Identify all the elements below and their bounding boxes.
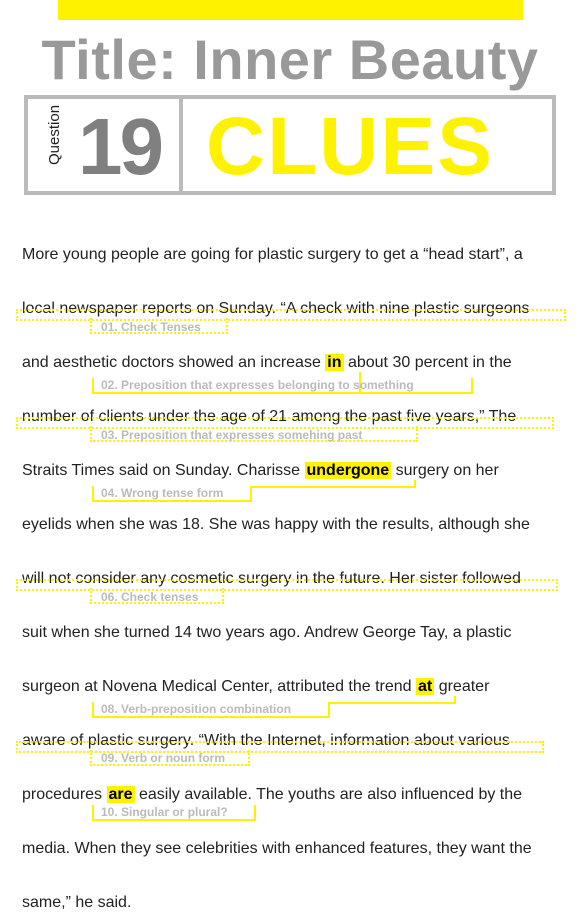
highlighted-word: in	[327, 354, 342, 371]
clue-6-label: 06. Check tenses	[101, 590, 199, 604]
passage-line: will not consider any cosmetic surgery in the future. Her sister followed	[22, 570, 521, 587]
clue-10-label: 10. Singular or plural?	[101, 805, 228, 819]
passage-line: surgeon at Novena Medical Center, attributed the trend at greater	[22, 678, 490, 695]
clue-2-label: 02. Preposition that expresses belonging to something	[101, 378, 414, 392]
clue-4-connector	[250, 480, 416, 488]
passage-line: aware of plastic surgery. “With the Internet, information about various	[22, 732, 510, 749]
highlighted-word: at	[418, 678, 433, 695]
question-label: Question	[46, 104, 63, 165]
passage-line: same,” he said.	[22, 894, 132, 911]
question-number: 19	[78, 102, 161, 191]
clue-8-connector	[328, 696, 456, 704]
passage-line: More young people are going for plastic surgery to get a “head start”, a	[22, 246, 523, 263]
clue-8-label: 08. Verb-preposition combination	[101, 702, 292, 716]
clue-1-label: 01. Check Tenses	[101, 320, 201, 334]
passage-line: and aesthetic doctors showed an increase in about 30 percent in the	[22, 354, 512, 371]
clue-3-label: 03. Preposition that expresses somehing past	[101, 428, 363, 442]
passage-line: eyelids when she was 18. She was happy with the results, although she	[22, 516, 530, 533]
passage-line: media. When they see celebrities with enhanced features, they want the	[22, 840, 532, 857]
header-divider	[179, 99, 183, 191]
passage-line: Straits Times said on Sunday. Charisse undergone surgery on her	[22, 462, 499, 479]
passage-line: suit when she turned 14 two years ago. Andrew George Tay, a plastic	[22, 624, 512, 641]
highlighted-word: undergone	[306, 462, 390, 479]
passage-line: number of clients under the age of 21 among the past five years,” The	[22, 408, 517, 425]
highlighted-word: are	[108, 786, 133, 803]
passage-line: procedures are easily available. The youths are also influenced by the	[22, 786, 523, 803]
page-title: Title: Inner Beauty	[41, 28, 539, 91]
question-header-box	[24, 95, 556, 195]
clues-heading: CLUES	[206, 101, 494, 192]
clue-4-label: 04. Wrong tense form	[101, 486, 224, 500]
passage-line: local newspaper reports on Sunday. “A check with nine plastic surgeons	[22, 300, 530, 317]
clue-9-label: 09. Verb or noun form	[101, 751, 226, 765]
top-accent-bar	[58, 0, 523, 20]
